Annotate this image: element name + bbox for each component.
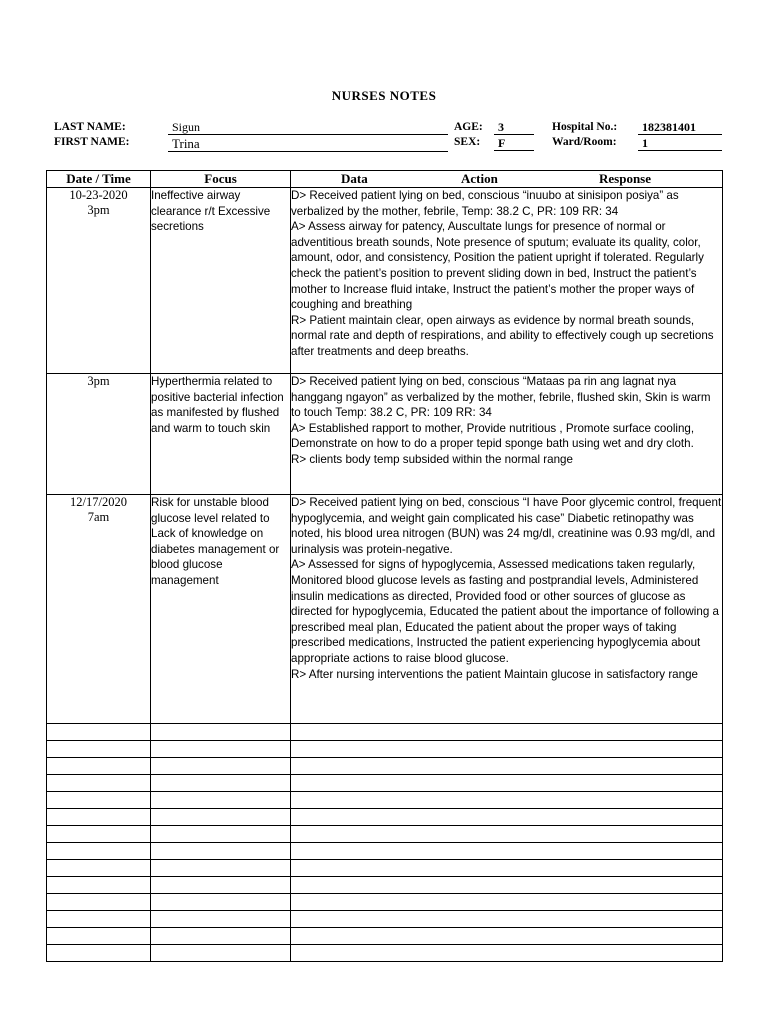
empty-row	[47, 758, 723, 775]
empty-cell[interactable]	[151, 945, 291, 962]
empty-cell[interactable]	[151, 877, 291, 894]
empty-cell[interactable]	[291, 894, 723, 911]
empty-cell[interactable]	[47, 809, 151, 826]
date-time-cell	[47, 188, 151, 374]
empty-cell[interactable]	[47, 741, 151, 758]
entry-date: 12/17/2020	[70, 495, 127, 509]
empty-row	[47, 843, 723, 860]
empty-cell[interactable]	[291, 809, 723, 826]
empty-cell[interactable]	[47, 928, 151, 945]
header-date-time: Date / Time	[47, 171, 151, 188]
empty-cell[interactable]	[291, 741, 723, 758]
table-header-row	[47, 171, 723, 188]
entry-time: 3pm	[87, 374, 110, 388]
header-action: Action	[461, 171, 498, 186]
empty-cell[interactable]	[291, 843, 723, 860]
empty-cell[interactable]	[151, 894, 291, 911]
empty-row	[47, 826, 723, 843]
focus-cell: Hyperthermia related to positive bacterial infection as manifested by flushed and warm to touch skin	[151, 374, 291, 495]
empty-cell[interactable]	[47, 724, 151, 741]
hospital-no-label: Hospital No.:	[552, 121, 618, 133]
table-row	[47, 374, 723, 495]
empty-row	[47, 809, 723, 826]
empty-row	[47, 945, 723, 962]
date-time-cell	[47, 374, 151, 495]
empty-cell[interactable]	[47, 775, 151, 792]
empty-row	[47, 741, 723, 758]
action-text: A> Assessed for signs of hypoglycemia, Assessed medications taken regularly, Monitored blood glucose levels as fasting and postprandial levels, Administered insulin medications as directed, Provided food or other sources of glucose as directed for hypoglycemia, Educated the patient about the importance of following a prescribed meal plan, Educated the patient about the proper ways of taking prescribed medications, Instructed the patient experiencing hypoglycemia about appropriate actions to raise blood glucose.	[291, 558, 719, 665]
dar-cell	[291, 188, 723, 374]
empty-cell[interactable]	[151, 860, 291, 877]
empty-cell[interactable]	[47, 792, 151, 809]
ward-room-field[interactable]: 1	[638, 136, 722, 151]
nurses-notes-table	[46, 170, 723, 962]
last-name-field[interactable]: Sigun	[168, 120, 448, 135]
empty-cell[interactable]	[151, 809, 291, 826]
data-text: D> Received patient lying on bed, conscious “inuubo at sinisipon posiya” as verbalized by the mother, febrile, Temp: 38.2 C, PR: 109 RR: 34	[291, 189, 679, 218]
empty-row	[47, 928, 723, 945]
ward-room-label: Ward/Room:	[552, 136, 617, 148]
header-data-action-response	[291, 171, 723, 188]
header-focus: Focus	[151, 171, 291, 188]
empty-row	[47, 792, 723, 809]
empty-cell[interactable]	[151, 843, 291, 860]
hospital-no-field[interactable]: 182381401	[638, 120, 722, 135]
empty-cell[interactable]	[151, 792, 291, 809]
focus-cell: Ineffective airway clearance r/t Excessive secretions	[151, 188, 291, 374]
empty-row	[47, 911, 723, 928]
date-time-cell	[47, 495, 151, 724]
empty-cell[interactable]	[291, 911, 723, 928]
empty-cell[interactable]	[151, 724, 291, 741]
empty-cell[interactable]	[291, 792, 723, 809]
data-text: D> Received patient lying on bed, conscious “I have Poor glycemic control, frequent hypoglycemia, and weight gain complicated his case” Diabetic retinopathy was noted, his blood urea nitrogen (BUN) was 24 mg/dl, creatinine was 0.93 mg/dl, and urinalysis was protein-negative.	[291, 496, 722, 556]
empty-cell[interactable]	[151, 911, 291, 928]
empty-cell[interactable]	[47, 758, 151, 775]
sex-label: SEX:	[454, 136, 481, 148]
empty-cell[interactable]	[291, 860, 723, 877]
empty-cell[interactable]	[47, 945, 151, 962]
empty-cell[interactable]	[47, 877, 151, 894]
header-data: Data	[341, 171, 368, 186]
empty-cell[interactable]	[151, 928, 291, 945]
table-row	[47, 188, 723, 374]
empty-cell[interactable]	[47, 911, 151, 928]
first-name-label: FIRST NAME:	[54, 136, 130, 148]
empty-cell[interactable]	[291, 724, 723, 741]
empty-cell[interactable]	[291, 775, 723, 792]
empty-cell[interactable]	[47, 843, 151, 860]
response-text: R> clients body temp subsided within the normal range	[291, 452, 573, 466]
table-row	[47, 495, 723, 724]
header-response: Response	[599, 171, 652, 186]
dar-cell	[291, 374, 723, 495]
response-text: R> Patient maintain clear, open airways as evidence by normal breath sounds, normal rate and depth of respirations, and ability to effectively cough up secretions after treatments and deep breaths.	[291, 313, 714, 358]
action-text: A> Assess airway for patency, Auscultate lungs for presence of normal or adventitious breath sounds, Note presence of sputum; evaluate its quality, color, amount, odor, and consistency, Position the patient upright if tolerated. Regularly check the patient’s position to prevent sliding down in bed, Instruct the patient’s mother to Increase fluid intake, Instruct the patient’s mother the proper ways of coughing and breathing	[291, 220, 704, 312]
empty-row	[47, 724, 723, 741]
empty-cell[interactable]	[151, 826, 291, 843]
empty-row	[47, 894, 723, 911]
empty-cell[interactable]	[291, 877, 723, 894]
entry-date: 10-23-2020	[69, 188, 128, 202]
action-text: A> Established rapport to mother, Provide nutritious , Promote surface cooling, Demonstrate on how to do a proper tepid sponge bath using wet and dry cloth.	[291, 421, 695, 451]
entry-time: 3pm	[87, 203, 110, 217]
age-label: AGE:	[454, 121, 483, 133]
empty-cell[interactable]	[291, 945, 723, 962]
empty-row	[47, 877, 723, 894]
empty-cell[interactable]	[291, 826, 723, 843]
empty-row	[47, 775, 723, 792]
focus-cell: Risk for unstable blood glucose level related to Lack of knowledge on diabetes management or blood glucose management	[151, 495, 291, 724]
empty-row	[47, 860, 723, 877]
entry-time: 7am	[87, 510, 110, 524]
dar-cell	[291, 495, 723, 724]
empty-cell[interactable]	[291, 928, 723, 945]
first-name-field[interactable]: Trina	[168, 137, 448, 152]
age-field[interactable]: 3	[494, 120, 534, 135]
data-text: D> Received patient lying on bed, conscious “Mataas pa rin ang lagnat nya hanggang ngayon” as verbalized by the mother, febrile, flushed skin, Skin is warm to touch Temp: 38.2 C, PR: 109 RR: 34	[291, 375, 711, 420]
empty-cell[interactable]	[151, 741, 291, 758]
empty-cell[interactable]	[291, 758, 723, 775]
empty-cell[interactable]	[47, 894, 151, 911]
empty-cell[interactable]	[151, 775, 291, 792]
empty-cell[interactable]	[47, 826, 151, 843]
empty-cell[interactable]	[47, 860, 151, 877]
last-name-label: LAST NAME:	[54, 121, 126, 133]
page-title: NURSES NOTES	[331, 88, 437, 103]
sex-field[interactable]: F	[494, 136, 534, 151]
response-text: R> After nursing interventions the patient Maintain glucose in satisfactory range	[291, 667, 698, 681]
empty-cell[interactable]	[151, 758, 291, 775]
